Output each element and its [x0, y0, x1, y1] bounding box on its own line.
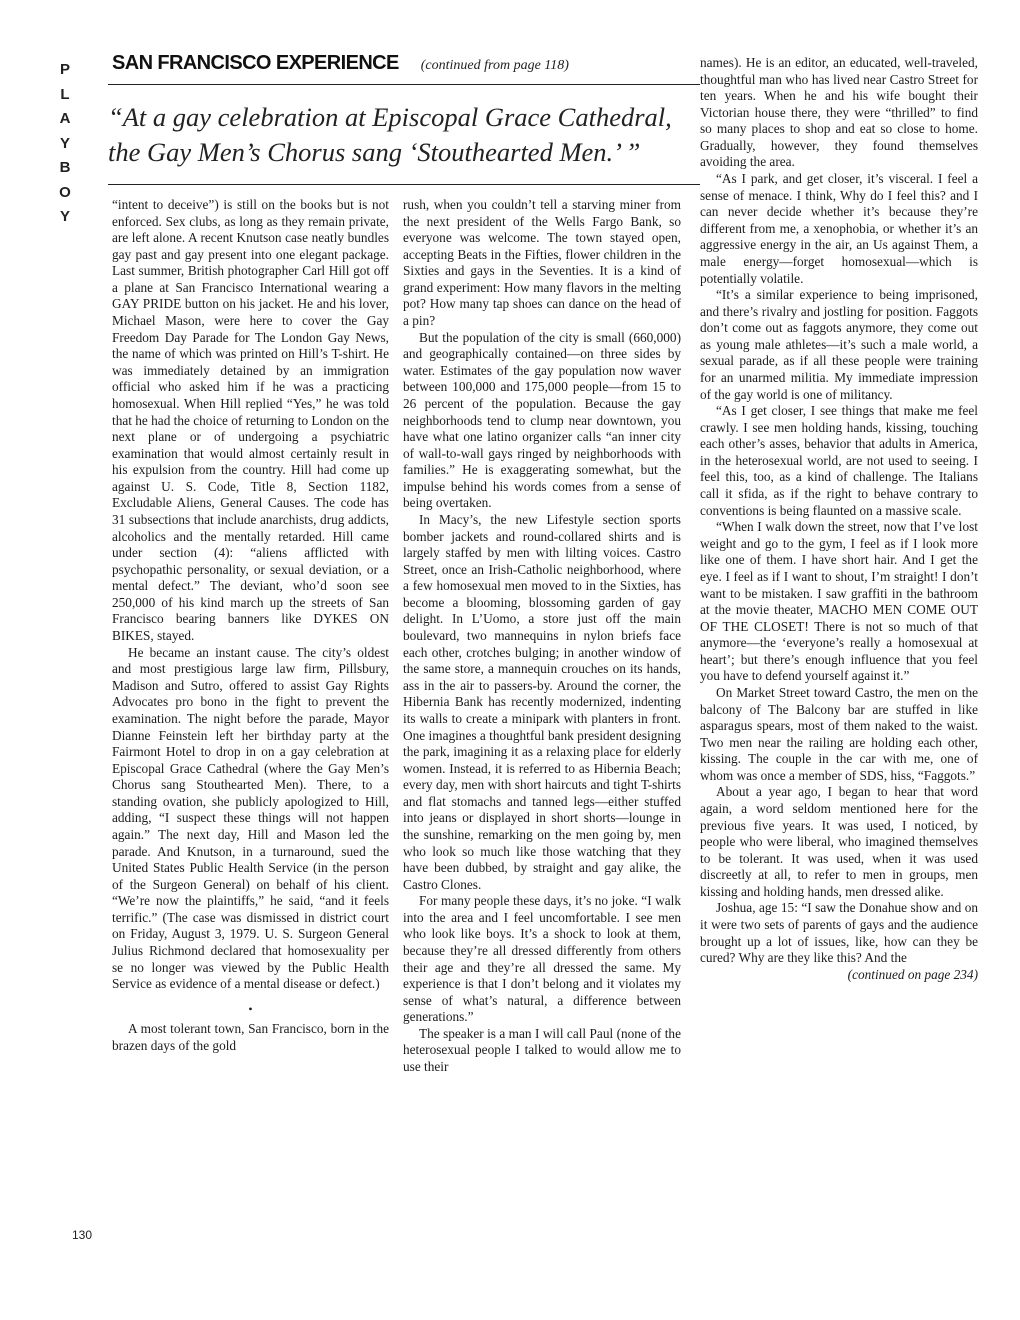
- vertical-letter: Y: [59, 208, 70, 225]
- continued-to: (continued on page 234): [847, 966, 978, 982]
- page-header: [112, 52, 687, 75]
- paragraph: rush, when you couldn’t tell a starving miner from the next president of the Wells Fargo Bank, so everyone was welcome. The town stayed open, accepting Beats in the Fifties, flower children in the Sixties and gays in the Seventies. It is a kind of grand experiment: How many flavors in the melting pot? How many tap shoes can dance on the head of a pin?: [403, 197, 681, 329]
- article-column-2: [403, 197, 681, 1076]
- paragraph: names). He is an editor, an educated, well-traveled, thoughtful man who has lived near Castro Street for ten years. When he and his wife bought their Victorian house there, they were “thrilled” to find so many places to shop and eat so close to home. Gradually, however, they found themselves avoiding the area.: [700, 55, 978, 170]
- article-column-3: [700, 55, 978, 983]
- paragraph: On Market Street toward Castro, the men on the balcony of The Balcony bar are stuffed in like asparagus spears, most of them naked to the waist. Two men near the railing are holding each other, kissing. The couple in the car with me, one of whom was once a member of SDS, hiss, “Faggots.”: [700, 684, 978, 783]
- paragraph: But the population of the city is small (660,000) and geographically contained—on three sides by water. Estimates of the gay population now waver between 100,000 and 175,000 people—from 15 to 26 percent of the population. Because the gay neighborhoods tend to clump near downtown, you have what one latino organizer calls “an inner city of wall-to-wall gays ringed by neighborhoods with families.” He is exaggerating somewhat, but the impulse behind his words comes from a sense of being overtaken.: [403, 329, 681, 511]
- continued-from: (continued from page 118): [420, 58, 569, 73]
- pull-quote: “At a gay celebration at Episcopal Grace Cathedral, the Gay Men’s Chorus sang ‘Stouthearted Men.’ ”: [108, 102, 672, 167]
- paragraph: About a year ago, I began to hear that word again, a word seldom mentioned here for the previous five years. It was used, I noticed, by people who were liberal, who imagined themselves to be tolerant. It was used, when it was used discreetly at all, to refer to men in groups, men kissing and holding hands, men dressed alike.: [700, 784, 978, 899]
- magazine-vertical-title: [55, 58, 75, 230]
- paragraph: “As I get closer, I see things that make me feel crawly. I see men holding hands, kissing, touching each other’s asses, behavior that adults in America, in the heterosexual world, are not used to seeing. I feel this, too, as a kind of challenge. The Italians call it sfida, as if the right to behave contrary to conventions is being flaunted on a massive scale.: [700, 403, 978, 518]
- paragraph: The speaker is a man I will call Paul (none of the heterosexual people I talked to would allow me to use their: [403, 1025, 681, 1075]
- vertical-letter: Y: [59, 134, 70, 152]
- paragraph: Joshua, age 15: “I saw the Donahue show and on it were two sets of parents of gays and the audience brought up a lot of issues, like, how can they be cured? Why are they like this? And the: [700, 900, 978, 966]
- section-title: SAN FRANCISCO EXPERIENCE: [112, 52, 399, 74]
- paragraph: He became an instant cause. The city’s oldest and most prestigious large law firm, Pillsbury, Madison and Sutro, offered to assist Gay Rights Advocates pro bono in the fight to prevent the examination. The night before the parade, Mayor Dianne Feinstein left her birthday party at the Fairmont Hotel to drop in on a gay celebration at Episcopal Grace Cathedral (where the Gay Men’s Chorus sang Stouthearted Men). There, to a standing ovation, she publicly apologized to Hill, adding, “I suspect these things will not happen again.” The next day, Hill and Mason led the parade. And Knutson, in a turnaround, sued the United States Public Health Service (in the person of the Surgeon General) on behalf of his client. “We’re now the plaintiffs,” he said, “and it feels terrific.” (The case was dismissed in district court on Friday, August 3, 1979. U. S. Surgeon General Julius Richmond declared that homosexuality per se no longer was viewed by the Public Health Service as evidence of a mental disease or defect.): [112, 644, 389, 992]
- vertical-letter: L: [60, 85, 70, 103]
- pull-quote-rule: [108, 184, 700, 185]
- paragraph: In Macy’s, the new Lifestyle section sports bomber jackets and round-collared shirts and is largely staffed by men with lilting voices. Castro Street, once an Irish-Catholic neighborhood, where a few homosexual men moved to in the Sixties, has become a blooming, blossoming garden of gay delight. In L’Uomo, a store just off the main boulevard, two mannequins in nylon briefs face each other, crotches bulging; in another window of the same store, a mannequin crouches on its hands, ass in the air to passers-by. Around the corner, the Hibernia Bank has recently modernized, indenting its walls to create a minipark with planters in front. One imagines a thoughtful bank president designing the park, imagining it as a relaxing place for elderly women. Instead, it is referred to as Hibernia Beach; every day, men with short haircuts and tight T-shirts and flat stomachs and tanned legs—either stuffed into jeans or displayed in short shorts—lounge in the sunshine, remarking on the men going by, men who look so much like those watching that they have been dubbed, by straight and gay alike, the Castro Clones.: [403, 511, 681, 892]
- vertical-letter: P: [59, 61, 70, 78]
- paragraph: “As I park, and get closer, it’s visceral. I feel a sense of menace. I think, Why do I feel this? and I can never decide whether it’s because they’re different from me, a xenophobia, or whether it’s an aggressive energy in the air, an Us against Them, a male energy—forget homosexual—which is potentially volatile.: [700, 171, 978, 286]
- paragraph: A most tolerant town, San Francisco, born in the brazen days of the gold: [112, 1021, 389, 1053]
- paragraph: “It’s a similar experience to being imprisoned, and there’s rivalry and jostling for position. Faggots don’t come out as faggots anymore, they come out as young male athletes—it’s such a male world, a sexual parade, as if all these people were training for an unarmed militia. My immediate impression of the gay world is one of militancy.: [700, 287, 978, 402]
- vertical-letter: B: [59, 159, 71, 176]
- paragraph: “intent to deceive”) is still on the books but is not enforced. Sex clubs, as long as they remain private, are left alone. A recent Knutson case neatly bundles gay past and gay present into one elegant package. Last summer, British photographer Carl Hill got off a plane at San Francisco International wearing a GAY PRIDE button on his jacket. He and his lover, Michael Mason, were here to cover the Gay Freedom Day Parade for The London Gay News, the name of which was printed on Hill’s T-shirt. He was immediately detained by an immigration official who asked him if he was a practicing homosexual. When Hill replied “Yes,” he was told that he had the choice of returning to London on the next plane or of undergoing a psychiatric examination that would almost certainly result in his expulsion from the country. Hill had come up against U. S. Code, Title 8, Section 1182, Excludable Aliens, General Causes. The code has 31 subsections that include anarchists, drug addicts, alcoholics and the mentally retarded. Hill came under section (4): “aliens afflicted with psychopathic personality, or sexual deviation, or a mental defect.” The deviant, who’d soon see 250,000 of his kind march up the streets of San Francisco bearing banners like DYKES ON BIKES, stayed.: [112, 197, 389, 644]
- paragraph: “When I walk down the street, now that I’ve lost weight and go to the gym, I feel as if I look more like one of them. I have short hair. And I get the eye. I feel as if I want to shout, I’m straight! I don’t want to be mistaken. I saw graffiti in the bathroom at the movie theater, MACHO MEN COME OUT OF THE CLOSET! There is not so much of that anymore—the ‘everyone’s really a homosexual at heart’; but there’s enough influence that you feel you have to defend yourself against it.”: [700, 519, 978, 684]
- vertical-letter: A: [59, 110, 71, 127]
- page-number: 130: [72, 1228, 93, 1242]
- header-rule: [108, 84, 700, 85]
- vertical-letter: O: [59, 183, 71, 201]
- article-column-1: [112, 197, 389, 1054]
- paragraph: For many people these days, it’s no joke. “I walk into the area and I feel uncomfortable. I see men who look like boys. It’s a shock to look at them, because they’re all dressed differently from others their age and they’re all dressed the same. My experience is that I don’t belong and it violates my sense of what’s natural, a difference between generations.”: [403, 893, 681, 1025]
- section-separator: •: [248, 1001, 253, 1016]
